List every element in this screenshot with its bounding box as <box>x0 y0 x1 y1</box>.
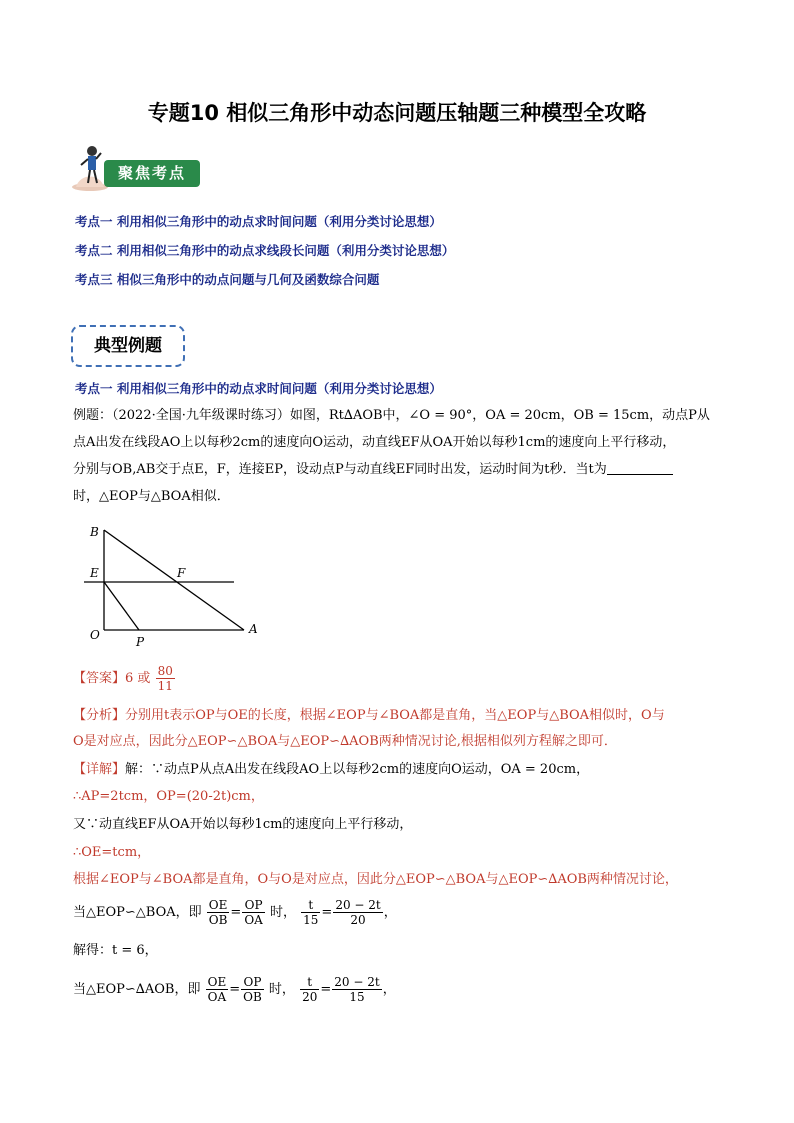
label-o: O <box>90 628 100 642</box>
focus-points-badge <box>68 143 202 195</box>
point-item-2: 考点二 利用相似三角形中的动点求线段长问题（利用分类讨论思想） <box>75 243 455 258</box>
case-2-frac-4 <box>332 975 381 1004</box>
analysis-line-1 <box>73 708 733 724</box>
label-b: B <box>90 525 99 539</box>
answer-den: 11 <box>157 679 173 693</box>
frac-den: 15 <box>349 990 365 1004</box>
label-f: F <box>177 566 186 580</box>
frac-num: OP <box>242 898 265 913</box>
typical-examples-badge: 典型例题 <box>71 325 185 367</box>
page-title: 专题10 相似三角形中动态问题压轴题三种模型全攻略 <box>147 101 647 125</box>
detail-tag: 【详解】 <box>73 762 126 777</box>
answer-line <box>73 664 733 693</box>
frac-den: OA <box>244 913 263 927</box>
case-1-frac-3 <box>301 898 320 927</box>
frac-den: OB <box>243 990 262 1004</box>
point-item-1: 考点一 利用相似三角形中的动点求时间问题（利用分类讨论思想） <box>75 214 442 229</box>
frac-den: OB <box>208 913 228 927</box>
segment-ab <box>104 530 244 630</box>
example-line-1: 例题：（2022·全国·九年级课时练习）如图，Rt∆AOB中，∠O = 90°，OA = 20cm，OB = 15cm，动点P从 <box>73 408 710 423</box>
detail-line-3: 又∵动直线EF从OA开始以每秒1cm的速度向上平行移动， <box>73 817 413 832</box>
triangle-figure <box>84 522 264 652</box>
case-2-frac-3 <box>300 975 319 1004</box>
analysis-line-2: O是对应点，因此分△EOP∽△BOA与△EOP∽∆AOB两种情况讨论,根据相似列方程解之即可． <box>73 734 617 749</box>
frac-num: OE <box>207 898 230 913</box>
frac-den: 20 <box>302 990 318 1004</box>
frac-num: OP <box>241 975 264 990</box>
detail-line-2: ∴AP=2tcm，OP=(20-2t)cm， <box>73 789 264 804</box>
case-2-frac-2 <box>241 975 264 1004</box>
section-heading: 考点一 利用相似三角形中的动点求时间问题（利用分类讨论思想） <box>75 381 442 396</box>
frac-den: 15 <box>303 913 319 927</box>
point-item-3: 考点三 相似三角形中的动点问题与几何及函数综合问题 <box>75 272 380 287</box>
analysis-tag: 【分析】 <box>73 708 126 723</box>
example-line-2: 点A出发在线段AO上以每秒2cm的速度向O运动，动直线EF从OA开始以每秒1cm的速度向上平行移动， <box>73 435 676 450</box>
case-2-frac-1 <box>206 975 229 1004</box>
label-e: E <box>90 566 99 580</box>
case-1-line: 当△EOP∽△BOA，即 $\frac{OE}{OB}$ = $\frac{OP}{OA}$ 时， $\frac{t}{15}$ = $\frac{20 - 2t}{20}$ ， <box>73 898 397 927</box>
frac-den: 20 <box>350 913 366 927</box>
detail-line-5: 根据∠EOP与∠BOA都是直角，O与O是对应点，因此分△EOP∽△BOA与△EOP∽∆AOB两种情况讨论， <box>73 872 678 887</box>
segment-ep <box>104 582 139 630</box>
focus-points-label: 聚焦考点 <box>104 160 200 187</box>
answer-num: 80 <box>157 664 173 678</box>
frac-num: 20 − 2t <box>334 975 380 989</box>
detail-line-1 <box>73 762 733 778</box>
answer-fraction <box>156 664 175 693</box>
example-line-4: 时，△EOP与△BOA相似． <box>73 489 230 504</box>
solve-line: 解得：t = 6， <box>73 943 158 958</box>
label-a: A <box>249 622 258 636</box>
case-2-line: 当△EOP∽∆AOB，即 $\frac{OE}{OA}$ = $\frac{OP}{OB}$ 时， $\frac{t}{20}$ = $\frac{20 - 2t}{15}$ ， <box>73 975 396 1004</box>
case-1-frac-1 <box>207 898 230 927</box>
answer-tag: 【答案】 <box>73 671 126 686</box>
detail-text-1: 解：∵动点P从点A出发在线段AO上以每秒2cm的速度向O运动，OA = 20cm， <box>125 762 590 777</box>
analysis-text-1: 分别用t表示OP与OE的长度，根据∠EOP与∠BOA都是直角，当△EOP与△BOA相似时，O与 <box>125 708 665 723</box>
case-2-pre: 当△EOP∽∆AOB，即 <box>73 982 201 997</box>
case-2-mid: 时， <box>268 982 295 997</box>
case-1-frac-2 <box>242 898 265 927</box>
label-p: P <box>136 635 145 649</box>
case-1-frac-4 <box>333 898 382 927</box>
frac-num: OE <box>207 975 227 989</box>
answer-blank <box>607 462 673 475</box>
frac-den: OA <box>207 990 227 1004</box>
case-1-pre: 当△EOP∽△BOA，即 <box>73 905 202 920</box>
frac-num: 20 − 2t <box>335 898 381 912</box>
frac-num: t <box>300 975 319 990</box>
example-line-3-text: 分别与OB,AB交于点E，F，连接EP，设动点P与动直线EF同时出发，运动时间为t秒．当t为 <box>73 462 607 477</box>
example-line-3 <box>73 462 733 478</box>
frac-num: t <box>301 898 320 913</box>
detail-line-4: ∴OE=tcm， <box>73 845 151 860</box>
case-1-mid: 时， <box>269 905 296 920</box>
answer-text: 6 或 <box>125 671 151 686</box>
